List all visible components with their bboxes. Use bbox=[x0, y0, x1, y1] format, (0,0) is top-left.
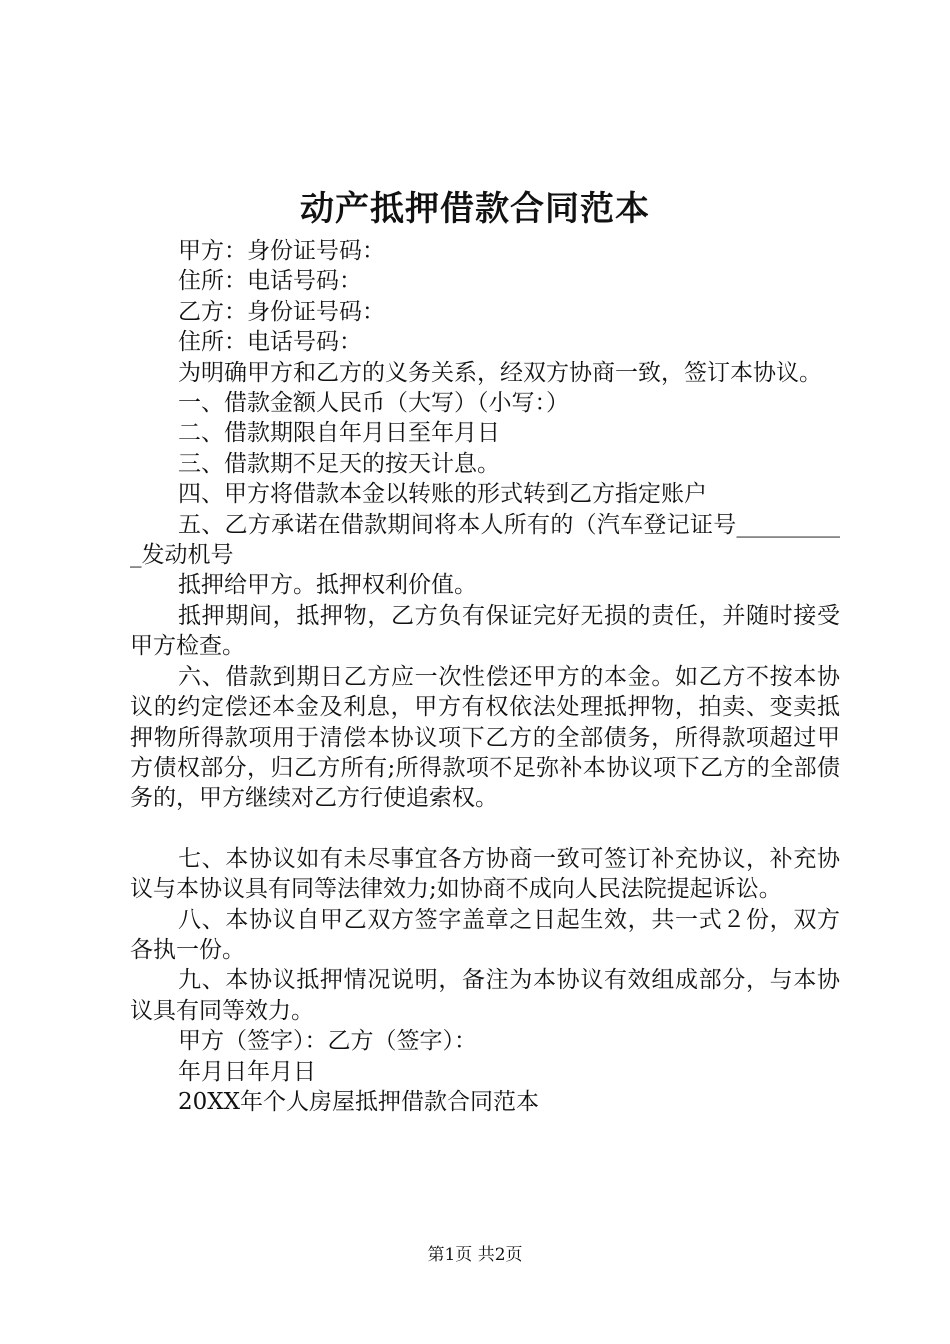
clause-4-transfer: 四、甲方将借款本金以转账的形式转到乙方指定账户 bbox=[178, 481, 707, 508]
party-a-id-line: 甲方：身份证号码： bbox=[178, 238, 385, 264]
clause-7-supplement: 七、本协议如有未尽事宜各方协商一致可签订补充协议，补充协议与本协议具有同等法律效力;如协商不成向人民法院提起诉讼。 bbox=[130, 845, 840, 903]
clause-3-interest: 三、借款期不足天的按天计息。 bbox=[178, 450, 500, 477]
clause-1-loan-amount: 一、借款金额人民币（大写）（小写：） bbox=[178, 390, 569, 417]
party-b-address-line: 住所：电话号码： bbox=[178, 329, 362, 356]
clause-9-notes: 九、本协议抵押情况说明，备注为本协议有效组成部分，与本协议具有同等效力。 bbox=[130, 967, 840, 1024]
collateral-value-line: 抵押给甲方。抵押权利价值。 bbox=[178, 572, 477, 599]
date-line: 年月日年月日 bbox=[178, 1058, 316, 1085]
clause-6-repayment: 六、借款到期日乙方应一次性偿还甲方的本金。如乙方不按本协议的约定偿还本金及利息，甲方有权依法处理抵押物，拍卖、变卖抵押物所得款项用于清偿本协议项下乙方的全部债务，所得款项超过甲方债权部分，归乙方所有;所得款项不足弥补本协议项下乙方的全部债务的，甲方继续对乙方行使追索权。 bbox=[130, 663, 840, 812]
next-document-title: 20XX年个人房屋抵押借款合同范本 bbox=[178, 1088, 540, 1115]
paragraph-gap bbox=[130, 814, 840, 844]
signature-line: 甲方（签字）：乙方（签字）： bbox=[178, 1028, 477, 1055]
page-number: 第1页 共2页 bbox=[427, 1245, 523, 1265]
collateral-duty-paragraph: 抵押期间，抵押物，乙方负有保证完好无损的责任，并随时接受甲方检查。 bbox=[130, 602, 840, 660]
document-title: 动产抵押借款合同范本 bbox=[300, 189, 650, 229]
document-body bbox=[130, 236, 840, 1117]
clause-5-collateral: 五、乙方承诺在借款期间将本人所有的（汽车登记证号__________发动机号 bbox=[130, 511, 840, 569]
party-a-address-line: 住所：电话号码： bbox=[178, 268, 362, 295]
party-b-id-line: 乙方：身份证号码： bbox=[178, 298, 385, 325]
preamble-paragraph: 为明确甲方和乙方的义务关系，经双方协商一致，签订本协议。 bbox=[178, 359, 822, 386]
clause-8-effective: 八、本协议自甲乙双方签字盖章之日起生效，共一式２份，双方各执一份。 bbox=[130, 906, 840, 963]
clause-2-loan-term: 二、借款期限自年月日至年月日 bbox=[178, 420, 500, 447]
